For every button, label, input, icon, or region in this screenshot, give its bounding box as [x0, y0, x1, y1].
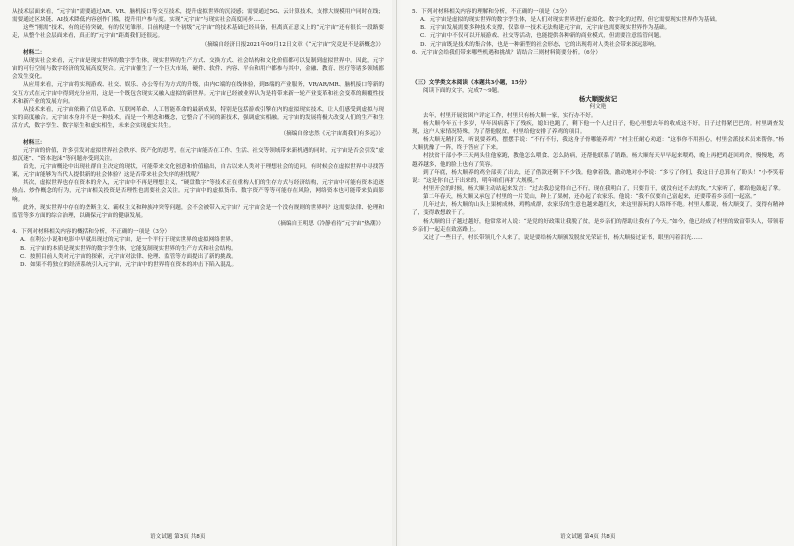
- right-page-column: [412, 8, 784, 528]
- binding-shadow: [392, 0, 402, 546]
- left-paragraph-5: 从技术来看，元宇宙依赖了信息革命、互联网革命、人工智能革命的最新成果，特别是包括游戏引擎在内的虚拟现实技术，让人们感受到虚拟与现实的高度融合。元宇宙本身并不是一种技术，而是一个理念和概念，它整合了不同的新技术，强调虚实相融。元宇宙的发展将极大改变人们的生产和生活方式，数字孪生、数字原生和虚实相生，未来会实现虚实共生。: [12, 106, 384, 130]
- question-5-stem: 5．下列对材料相关内容的理解和分析，不正确的一项是（3分）: [412, 9, 571, 15]
- left-paragraph-9: 此外，现实世界中存在的垄断主义、霸权主义和种族冲突等问题，会不会被带入元宇宙？元宇宙会是一个没有规则的世界吗？这需要法律、伦理和监管等多方面的综合治理，以确保元宇宙的健康发展。: [12, 204, 384, 219]
- section-three-intro: 阅读下面的文字，完成7～9题。: [423, 88, 503, 95]
- left-paragraph-6: 元宇宙的价值，许多引发对虚拟世界社会秩序、资产化的思考，在元宇宙能否在工作、生活、社交等领域带来新机遇的同时，元宇宙是否会引发“虚拟沉迷”、“资本泡沫”等问题亦受到关注。: [12, 147, 384, 162]
- material-two-heading: 材料二：: [23, 49, 46, 56]
- source-citation-1: （摘编自经济日报2021年09月12日文章《“元宇宙”究竟是不是新概念》）: [201, 41, 384, 48]
- question-4-option-b: B．元宇宙的本质是现实世界的数字孪生体，它能复制现实世界的生产方式和社会结构。: [20, 245, 237, 252]
- story-paragraph-4: 村扶贫干部小李三天两头往他家跑，教他怎么喂食、怎么防病，还帮他联系了销路。杨大顺每天早早起来喂鸡，晚上再把鸡赶回鸡舍，慢慢地，鸡越养越多，他的脸上也有了笑容。: [412, 153, 784, 168]
- question-5-option-d: D．元宇宙既是技术的集合体，也是一种新型的社会形态，它的出现将对人类社会带来深远影响。: [420, 41, 660, 48]
- question-6-stem: 6．元宇宙会给我们带来哪些机遇和挑战？请结合三则材料简要分析。（6分）: [412, 49, 601, 56]
- story-paragraph-7: 第二年春天，杨大顺又承包了村里的一片荒山，种上了果树，还办起了农家乐。他说：“我不仅要自己富起来，还要带着乡亲们一起富。”: [423, 194, 756, 201]
- source-citation-2: （摘编自徐忠然《元宇宙离我们有多远》）: [280, 131, 384, 138]
- left-paragraph-4: 从应用来看，元宇宙将实现游戏、社交、娱乐、办公等行为方式的升级，由内C端的在线体验，到B端的产业服务，VR/AR/MR、脑机接口等新的交互方式在元宇宙中得到充分应用，这是一个既包含现实又融入虚拟的新世界。元宇宙已经被业界认为是将带来新一轮产业变革和社会变革的颠覆性技术和新产业的发展方向。: [12, 82, 384, 105]
- left-page-footer: 语文试题 第3页 共8页: [150, 534, 206, 540]
- question-5-option-b: B．元宇宙发展需要多种技术支撑，仅靠单一技术无法构建元宇宙，元宇宙也需要现实世界作为基础。: [420, 25, 671, 32]
- left-paragraph-2: 这些“刚需”技术，有的还待突破，有的仅见雏形。目前构建一个初级“元宇宙”的技术基础已经具备，但离真正意义上的“元宇宙”还有很长一段路要走，从整个社会层面来看，真正的“元宇宙”距离我们还很远。: [12, 25, 384, 40]
- story-title: 杨大顺脱贫记: [578, 95, 618, 104]
- story-author: 何文艳: [589, 104, 607, 111]
- question-5-option-a: A．元宇宙是虚拟的现实世界的数字孪生体，是人们对现实世界进行虚拟化、数字化的过程，但它需要现实世界作为基础。: [420, 17, 721, 24]
- question-4-option-a: A．在利公小说和电影中早就出现过的元宇宙，是一个平行于现实世界的虚拟网络世界。: [20, 237, 237, 244]
- story-paragraph-10: 又过了一些日子，村长带领几个人来了，说是要给杨大顺颁发脱贫光荣证书，杨大顺接过证书，眼里闪着泪光……: [423, 234, 703, 241]
- left-paragraph-8: 其次，虚拟世界也存在资本的介入，元宇宙中不再是理想主义，“硬盘数字”等技术正在重构人们的生存方式与经济结构，元宇宙中可能有资本追逐热点、炒作概念的行为，元宇宙相关投资是否理性也需要社会关注。元宇宙中的虚拟货币、数字资产等等可能存在风险，网络资本也可能带来负面影响。: [12, 180, 384, 203]
- left-page-column: [12, 8, 384, 528]
- story-paragraph-3: 杨大顺无精打采，听说要养鸡，摆摆手说：“不行不行，我这身子骨哪能养鸡？”村主任耐心劝道：“这事你不用担心，村里会派技术员来帮你。”杨大顺犹豫了一阵，终于答应了下来。: [412, 137, 784, 152]
- story-paragraph-5: 到了年底，杨大顺养的鸡全部卖了出去，还了借款还剩下不少钱。他拿着钱，激动地对小李说：“多亏了你们，我这日子总算有了盼头！”小李笑着说：“这是你自己干出来的，明年咱们再扩大规模。”: [412, 169, 784, 184]
- story-paragraph-2: 杨大顺今年五十多岁，早年因病落下了残疾，媳妇也跑了，剩下他一个人过日子，他心里想去年的收成这不好，日子过得紧巴巴的。村里调查发现，这户人家情况特殊，为了帮他脱贫，村里给他安排了养鸡的项目。: [412, 120, 784, 135]
- source-citation-3: （摘编自王明思《冷静看待“元宇宙”热潮》）: [274, 221, 384, 228]
- question-4-option-c: C．按照目前人类对元宇宙的探索，元宇宙对法律、伦理、监管等方面提出了新的挑战。: [20, 253, 237, 260]
- story-paragraph-9: 杨大顺的日子越过越好，他常常对人说：“是党的好政策让我脱了贫，是乡亲们的帮助让我有了今天。”如今，他已经成了村里的致富带头人，带领着乡亲们一起走在致富路上。: [412, 218, 784, 233]
- question-5-option-c: C．元宇宙中不仅可以开展游戏、社交等活动，也能提供各种新的商业模式，但需要注意监管问题。: [420, 33, 665, 40]
- story-paragraph-8: 几年过去，杨大顺的山头上果树成林，鸡鸭成群，农家乐的生意也越来越红火，来这里游玩的人络绎不绝。村里人都说，杨大顺变了，变得有精神了，变得敢想敢干了。: [412, 202, 784, 217]
- story-paragraph-6: 村里开会的时候，杨大顺主动站起来发言：“过去我总觉得自己不行，现在我明白了，只要肯干，就没有过不去的坎。”大家听了，都给他鼓起了掌。: [423, 185, 784, 192]
- section-three-title: （三）文学类文本阅读（本题共3小题，15分）: [412, 79, 530, 86]
- story-paragraph-1: 去年，村里开展贫困户评定工作，村里只有杨大顺一家，实行办不好。: [423, 112, 597, 119]
- material-three-heading: 材料三：: [23, 139, 46, 146]
- left-paragraph-3: 从现实社会来看，元宇宙是现实世界的数字孪生体，现实世界的生产方式、交换方式、社会结构和文化价值都可以复制到虚拟世界中。因此，元宇宙的可行空间与数字经济的发展高度契合。元宇宙催生了一个巨大市场，硬件、软件、内容、平台和用户都参与其中，金融、教育、医疗等诸多领域都会发生变化。: [12, 57, 384, 81]
- right-page-footer: 语文试题 第4页 共8页: [560, 534, 616, 540]
- page-fold-line: [396, 0, 397, 546]
- question-4-option-d: D．如果不将独立的经济系统引入元宇宙，元宇宙中的世界将在资本的冲击下陷入混乱。: [20, 261, 238, 268]
- question-4-stem: 4．下列对材料相关内容的概括和分析，不正确的一项是（3分）: [12, 229, 171, 236]
- left-paragraph-7: 首先，元宇宙概论中出现社群自主决定的现状，可能带来文化创意和价值输出，自古以来人类对于理想社会的追问，有时候会在虚拟世界中寻找答案，元宇宙能够为当代人提供新的社会体验？这是否带来社会失序的担忧呢？: [12, 163, 384, 179]
- left-paragraph-1: 从技术层面来看，“元宇宙”需要通过AR、VR、脑机接口等交互技术，提升虚拟世界的沉浸感；需要通过5G、云计算技术，支撑大规模用户同时在线；需要通过区块链、AI技术降低内容创作门槛，提升用户参与度。实现“元宇宙”与现实社会高度同步……: [12, 9, 384, 24]
